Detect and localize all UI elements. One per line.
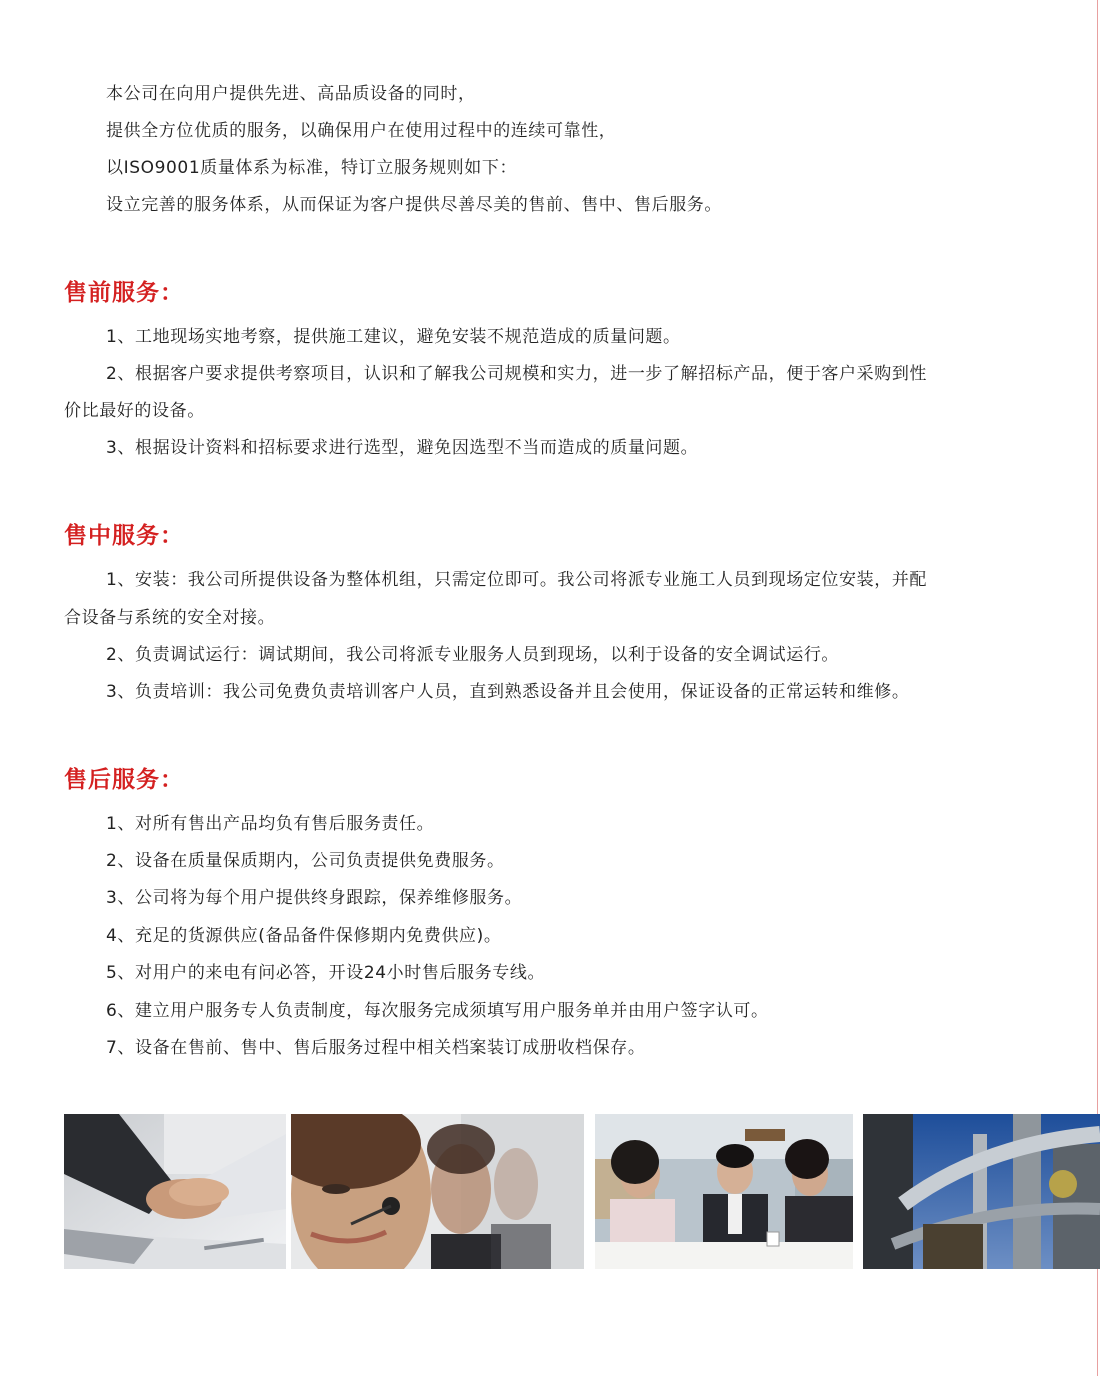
aftersale-item-2: 2、设备在质量保质期内，公司负责提供免费服务。 — [106, 851, 505, 871]
presale-item-2: 2、根据客户要求提供考察项目，认识和了解我公司规模和实力，进一步了解招标产品，便于客户采购到性 — [106, 364, 928, 384]
aftersale-item-6: 6、建立用户服务专人负责制度，每次服务完成须填写用户服务单并由用户签字认可。 — [106, 1001, 769, 1021]
intro-line-1: 本公司在向用户提供先进、高品质设备的同时， — [106, 84, 476, 104]
presale-item-2-cont: 价比最好的设备。 — [64, 401, 205, 421]
presale-item-3: 3、根据设计资料和招标要求进行选型，避免因选型不当而造成的质量问题。 — [106, 438, 699, 458]
aftersale-item-1: 1、对所有售出产品均负有售后服务责任。 — [106, 814, 435, 834]
insale-item-1-cont: 合设备与系统的安全对接。 — [64, 608, 276, 628]
presale-item-1: 1、工地现场实地考察，提供施工建议，避免安装不规范造成的质量问题。 — [106, 327, 681, 347]
intro-line-3: 以ISO9001质量体系为标准，特订立服务规则如下： — [106, 158, 518, 178]
insale-item-2: 2、负责调试运行：调试期间，我公司将派专业服务人员到现场，以利于设备的安全调试运行。 — [106, 645, 840, 665]
aftersale-item-3: 3、公司将为每个用户提供终身跟踪，保养维修服务。 — [106, 888, 523, 908]
insale-item-3: 3、负责培训：我公司免费负责培训客户人员，直到熟悉设备并且会使用，保证设备的正常运转和维修。 — [106, 682, 910, 702]
aftersale-item-7: 7、设备在售前、售中、售后服务过程中相关档案装订成册收档保存。 — [106, 1038, 646, 1058]
intro-line-2: 提供全方位优质的服务，以确保用户在使用过程中的连续可靠性， — [106, 121, 617, 141]
handshake-photo — [64, 1114, 286, 1269]
insale-item-1: 1、安装：我公司所提供设备为整体机组，只需定位即可。我公司将派专业施工人员到现场定位安装，并配 — [106, 570, 928, 590]
presale-heading: 售前服务： — [64, 279, 184, 306]
business-meeting-photo — [595, 1114, 853, 1269]
intro-line-4: 设立完善的服务体系，从而保证为客户提供尽善尽美的售前、售中、售后服务。 — [106, 195, 722, 215]
aftersale-heading: 售后服务： — [64, 766, 184, 793]
call-center-photo — [291, 1114, 584, 1269]
industrial-pipes-photo — [863, 1114, 1100, 1269]
aftersale-item-4: 4、充足的货源供应(备品备件保修期内免费供应)。 — [106, 926, 502, 946]
insale-heading: 售中服务： — [64, 522, 184, 549]
aftersale-item-5: 5、对用户的来电有问必答，开设24小时售后服务专线。 — [106, 963, 546, 983]
